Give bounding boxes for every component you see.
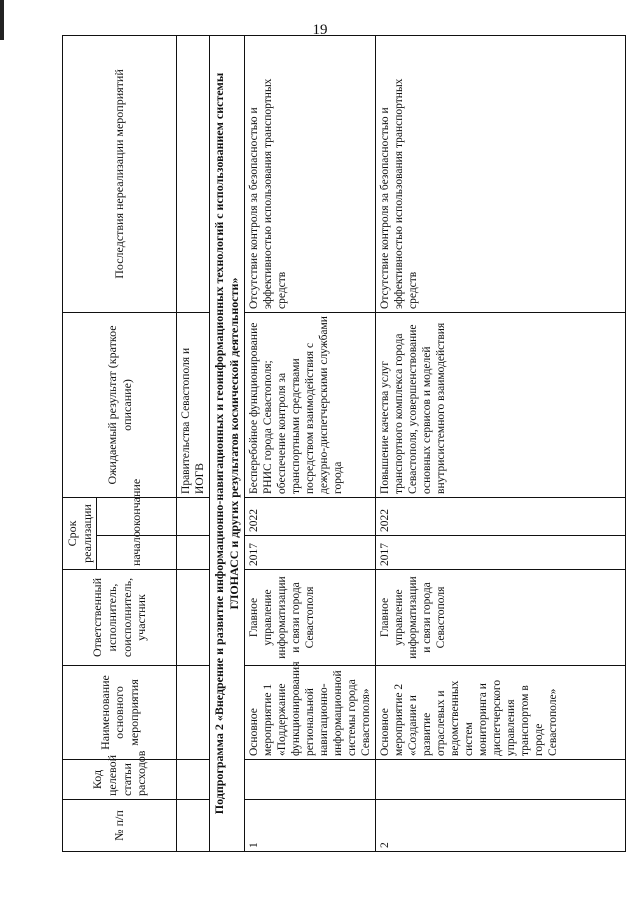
row-num: 1 [244,800,375,852]
row-name: Основное мероприятие 1 «Поддержание функционирования региональной навигационно-информационной системы города Севастополя» [244,666,375,760]
row-num: 2 [375,800,625,852]
row-responsible: Главное управление информатизации и связи города Севастополя [244,570,375,666]
row-start: 2017 [244,536,375,570]
table-row [375,35,625,851]
row-consequence: Отсутствие контроля за безопасностью и эффективностью использования транспортных средств [244,35,375,312]
page-number: 19 [312,22,328,38]
row-code [244,760,375,800]
row-start: 2017 [375,536,625,570]
continuation-result: Правительства Севастополя и ИОГВ [177,312,210,497]
row-code [375,760,625,800]
row-result: Повышение качества услуг транспортного комплекса города Севастополя, усовершенствование основных сервисов и моделей внутрисистемного взаимодействия [375,312,625,497]
events-table [62,35,626,852]
header-name: Наименование основного мероприятия [63,666,177,760]
row-consequence: Отсутствие контроля за безопасностью и эффективностью использования транспортных средств [375,35,625,312]
row-responsible: Главное управление информатизации и связи города Севастополя [375,570,625,666]
row-name: Основное мероприятие 2 «Создание и развитие отраслевых и ведомственных систем мониторинга и диспетчерского управления транспортом в городе Севастополе» [375,666,625,760]
row-end: 2022 [375,497,625,535]
subprogram-row [210,35,244,851]
row-end: 2022 [244,497,375,535]
rotated-table-container [62,36,602,852]
row-result: Бесперебойное функционирование РНИС города Севастополя; обеспечение контроля за транспортными средствами посредством взаимодействия с дежурно-диспетчерскими службами города [244,312,375,497]
header-start: начало [97,536,177,570]
header-end: окончание [97,497,177,535]
header-num: № п/п [63,800,177,852]
continuation-row [177,35,210,851]
header-code: Код целевой статьи расходов [63,760,177,800]
header-result: Ожидаемый результат (краткое описание) [63,312,177,497]
subprogram-title: Подпрограмма 2 «Внедрение и развитие информационно-навигационных и геоинформационных технологий с использованием системы ГЛОНАСС и других результатов космической деятельности» [210,35,244,851]
header-consequence: Последствия нереализации мероприятий [63,35,177,312]
table-row [244,35,375,851]
scan-edge-mark [0,0,4,40]
header-responsible: Ответственный исполнитель, соисполнитель, участник [63,570,177,666]
header-row-1 [63,35,97,851]
header-term: Срок реализации [63,497,97,569]
